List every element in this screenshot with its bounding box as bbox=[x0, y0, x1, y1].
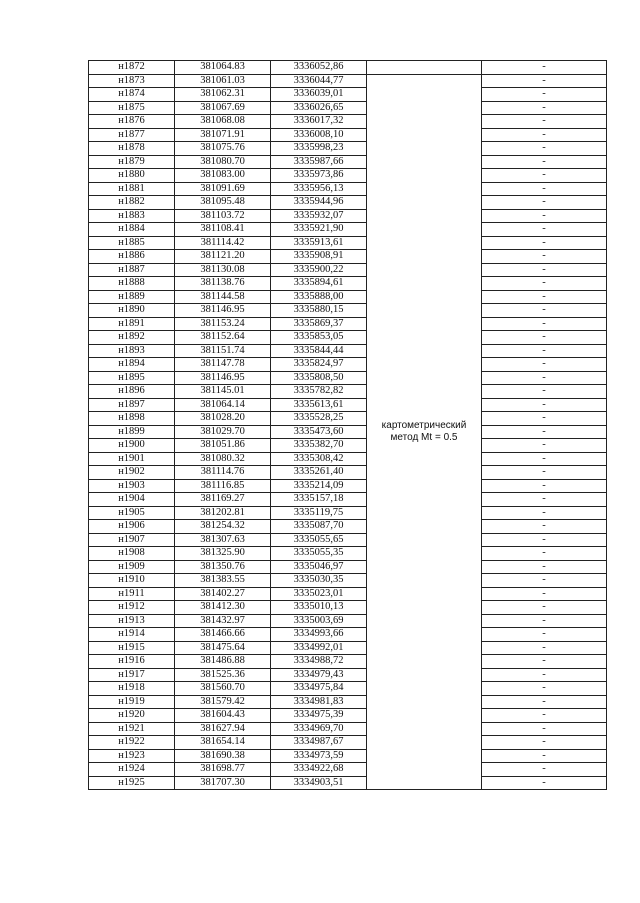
table-row bbox=[89, 371, 607, 385]
note-cell: - bbox=[482, 776, 607, 790]
note-cell: - bbox=[482, 182, 607, 196]
y-coordinate-cell: 3335808,50 bbox=[271, 371, 367, 385]
note-cell: - bbox=[482, 533, 607, 547]
table-row bbox=[89, 277, 607, 291]
x-coordinate-cell: 381071.91 bbox=[175, 128, 271, 142]
y-coordinate-cell: 3335214,09 bbox=[271, 479, 367, 493]
note-cell: - bbox=[482, 641, 607, 655]
y-coordinate-cell: 3334992,01 bbox=[271, 641, 367, 655]
point-name-cell: н1914 bbox=[89, 628, 175, 642]
y-coordinate-cell: 3335824,97 bbox=[271, 358, 367, 372]
y-coordinate-cell: 3335613,61 bbox=[271, 398, 367, 412]
note-cell: - bbox=[482, 722, 607, 736]
point-name-cell: н1878 bbox=[89, 142, 175, 156]
table-row bbox=[89, 290, 607, 304]
note-cell: - bbox=[482, 587, 607, 601]
point-name-cell: н1898 bbox=[89, 412, 175, 426]
x-coordinate-cell: 381095.48 bbox=[175, 196, 271, 210]
table-row bbox=[89, 263, 607, 277]
table-row bbox=[89, 709, 607, 723]
table-row bbox=[89, 479, 607, 493]
x-coordinate-cell: 381116.85 bbox=[175, 479, 271, 493]
x-coordinate-cell: 381103.72 bbox=[175, 209, 271, 223]
note-cell: - bbox=[482, 142, 607, 156]
y-coordinate-cell: 3336026,65 bbox=[271, 101, 367, 115]
y-coordinate-cell: 3335944,96 bbox=[271, 196, 367, 210]
point-name-cell: н1893 bbox=[89, 344, 175, 358]
point-name-cell: н1912 bbox=[89, 601, 175, 615]
y-coordinate-cell: 3335087,70 bbox=[271, 520, 367, 534]
x-coordinate-cell: 381350.76 bbox=[175, 560, 271, 574]
x-coordinate-cell: 381475.64 bbox=[175, 641, 271, 655]
y-coordinate-cell: 3335030,35 bbox=[271, 574, 367, 588]
x-coordinate-cell: 381067.69 bbox=[175, 101, 271, 115]
note-cell: - bbox=[482, 628, 607, 642]
note-cell: - bbox=[482, 344, 607, 358]
y-coordinate-cell: 3335055,65 bbox=[271, 533, 367, 547]
table-row bbox=[89, 331, 607, 345]
table-row bbox=[89, 452, 607, 466]
point-name-cell: н1917 bbox=[89, 668, 175, 682]
table-row bbox=[89, 668, 607, 682]
x-coordinate-cell: 381144.58 bbox=[175, 290, 271, 304]
point-name-cell: н1902 bbox=[89, 466, 175, 480]
table-row bbox=[89, 169, 607, 183]
note-cell: - bbox=[482, 101, 607, 115]
table-row bbox=[89, 182, 607, 196]
coordinates-table bbox=[88, 60, 607, 790]
y-coordinate-cell: 3335055,35 bbox=[271, 547, 367, 561]
y-coordinate-cell: 3335908,91 bbox=[271, 250, 367, 264]
x-coordinate-cell: 381080.32 bbox=[175, 452, 271, 466]
point-name-cell: н1900 bbox=[89, 439, 175, 453]
y-coordinate-cell: 3335869,37 bbox=[271, 317, 367, 331]
x-coordinate-cell: 381108.41 bbox=[175, 223, 271, 237]
point-name-cell: н1901 bbox=[89, 452, 175, 466]
method-cell: картометрический метод Mt = 0.5 bbox=[367, 74, 482, 790]
note-cell: - bbox=[482, 115, 607, 129]
x-coordinate-cell: 381525.36 bbox=[175, 668, 271, 682]
point-name-cell: н1876 bbox=[89, 115, 175, 129]
point-name-cell: н1913 bbox=[89, 614, 175, 628]
note-cell: - bbox=[482, 358, 607, 372]
note-cell: - bbox=[482, 61, 607, 75]
y-coordinate-cell: 3336039,01 bbox=[271, 88, 367, 102]
note-cell: - bbox=[482, 574, 607, 588]
note-cell: - bbox=[482, 304, 607, 318]
note-cell: - bbox=[482, 763, 607, 777]
table-row bbox=[89, 155, 607, 169]
table-row bbox=[89, 695, 607, 709]
table-row bbox=[89, 520, 607, 534]
x-coordinate-cell: 381254.32 bbox=[175, 520, 271, 534]
table-row bbox=[89, 196, 607, 210]
point-name-cell: н1886 bbox=[89, 250, 175, 264]
x-coordinate-cell: 381486.88 bbox=[175, 655, 271, 669]
table-row bbox=[89, 115, 607, 129]
table-row bbox=[89, 493, 607, 507]
x-coordinate-cell: 381412.30 bbox=[175, 601, 271, 615]
y-coordinate-cell: 3334993,66 bbox=[271, 628, 367, 642]
note-cell: - bbox=[482, 547, 607, 561]
y-coordinate-cell: 3334975,39 bbox=[271, 709, 367, 723]
table-row bbox=[89, 385, 607, 399]
point-name-cell: н1885 bbox=[89, 236, 175, 250]
point-name-cell: н1923 bbox=[89, 749, 175, 763]
x-coordinate-cell: 381114.76 bbox=[175, 466, 271, 480]
point-name-cell: н1909 bbox=[89, 560, 175, 574]
table-row bbox=[89, 655, 607, 669]
table-row bbox=[89, 587, 607, 601]
table-row bbox=[89, 763, 607, 777]
table-row bbox=[89, 776, 607, 790]
x-coordinate-cell: 381064.14 bbox=[175, 398, 271, 412]
y-coordinate-cell: 3336052,86 bbox=[271, 61, 367, 75]
y-coordinate-cell: 3336017,32 bbox=[271, 115, 367, 129]
x-coordinate-cell: 381051.86 bbox=[175, 439, 271, 453]
note-cell: - bbox=[482, 290, 607, 304]
note-cell: - bbox=[482, 736, 607, 750]
table-row bbox=[89, 209, 607, 223]
table-row bbox=[89, 466, 607, 480]
point-name-cell: н1889 bbox=[89, 290, 175, 304]
x-coordinate-cell: 381080.70 bbox=[175, 155, 271, 169]
x-coordinate-cell: 381169.27 bbox=[175, 493, 271, 507]
table-row bbox=[89, 317, 607, 331]
coordinates-table-body bbox=[89, 61, 607, 790]
y-coordinate-cell: 3335888,00 bbox=[271, 290, 367, 304]
note-cell: - bbox=[482, 223, 607, 237]
y-coordinate-cell: 3335046,97 bbox=[271, 560, 367, 574]
x-coordinate-cell: 381432.97 bbox=[175, 614, 271, 628]
x-coordinate-cell: 381147.78 bbox=[175, 358, 271, 372]
x-coordinate-cell: 381307.63 bbox=[175, 533, 271, 547]
x-coordinate-cell: 381075.76 bbox=[175, 142, 271, 156]
y-coordinate-cell: 3334975,84 bbox=[271, 682, 367, 696]
point-name-cell: н1908 bbox=[89, 547, 175, 561]
note-cell: - bbox=[482, 196, 607, 210]
table-row bbox=[89, 749, 607, 763]
y-coordinate-cell: 3335010,13 bbox=[271, 601, 367, 615]
note-cell: - bbox=[482, 614, 607, 628]
y-coordinate-cell: 3335932,07 bbox=[271, 209, 367, 223]
note-cell: - bbox=[482, 506, 607, 520]
y-coordinate-cell: 3335900,22 bbox=[271, 263, 367, 277]
y-coordinate-cell: 3334979,43 bbox=[271, 668, 367, 682]
point-name-cell: н1894 bbox=[89, 358, 175, 372]
y-coordinate-cell: 3335921,90 bbox=[271, 223, 367, 237]
point-name-cell: н1877 bbox=[89, 128, 175, 142]
y-coordinate-cell: 3335473,60 bbox=[271, 425, 367, 439]
x-coordinate-cell: 381061.03 bbox=[175, 74, 271, 88]
note-cell: - bbox=[482, 88, 607, 102]
note-cell: - bbox=[482, 479, 607, 493]
table-row bbox=[89, 304, 607, 318]
x-coordinate-cell: 381121.20 bbox=[175, 250, 271, 264]
note-cell: - bbox=[482, 668, 607, 682]
note-cell: - bbox=[482, 331, 607, 345]
table-row bbox=[89, 547, 607, 561]
point-name-cell: н1924 bbox=[89, 763, 175, 777]
note-cell: - bbox=[482, 155, 607, 169]
note-cell: - bbox=[482, 277, 607, 291]
note-cell: - bbox=[482, 169, 607, 183]
point-name-cell: н1907 bbox=[89, 533, 175, 547]
x-coordinate-cell: 381068.08 bbox=[175, 115, 271, 129]
point-name-cell: н1874 bbox=[89, 88, 175, 102]
x-coordinate-cell: 381091.69 bbox=[175, 182, 271, 196]
point-name-cell: н1904 bbox=[89, 493, 175, 507]
note-cell: - bbox=[482, 425, 607, 439]
note-cell: - bbox=[482, 385, 607, 399]
point-name-cell: н1910 bbox=[89, 574, 175, 588]
table-row bbox=[89, 614, 607, 628]
table-row bbox=[89, 358, 607, 372]
note-cell: - bbox=[482, 439, 607, 453]
table-row bbox=[89, 682, 607, 696]
table-row bbox=[89, 142, 607, 156]
x-coordinate-cell: 381707.30 bbox=[175, 776, 271, 790]
table-row bbox=[89, 88, 607, 102]
point-name-cell: н1881 bbox=[89, 182, 175, 196]
table-row bbox=[89, 628, 607, 642]
point-name-cell: н1919 bbox=[89, 695, 175, 709]
note-cell: - bbox=[482, 209, 607, 223]
point-name-cell: н1920 bbox=[89, 709, 175, 723]
y-coordinate-cell: 3334987,67 bbox=[271, 736, 367, 750]
table-row bbox=[89, 236, 607, 250]
point-name-cell: н1882 bbox=[89, 196, 175, 210]
note-cell: - bbox=[482, 263, 607, 277]
point-name-cell: н1922 bbox=[89, 736, 175, 750]
y-coordinate-cell: 3335894,61 bbox=[271, 277, 367, 291]
point-name-cell: н1884 bbox=[89, 223, 175, 237]
x-coordinate-cell: 381146.95 bbox=[175, 304, 271, 318]
note-cell: - bbox=[482, 655, 607, 669]
note-cell: - bbox=[482, 317, 607, 331]
y-coordinate-cell: 3336044,77 bbox=[271, 74, 367, 88]
y-coordinate-cell: 3334922,68 bbox=[271, 763, 367, 777]
x-coordinate-cell: 381064.83 bbox=[175, 61, 271, 75]
point-name-cell: н1873 bbox=[89, 74, 175, 88]
y-coordinate-cell: 3335987,66 bbox=[271, 155, 367, 169]
y-coordinate-cell: 3335853,05 bbox=[271, 331, 367, 345]
x-coordinate-cell: 381202.81 bbox=[175, 506, 271, 520]
y-coordinate-cell: 3334981,83 bbox=[271, 695, 367, 709]
note-cell: - bbox=[482, 682, 607, 696]
x-coordinate-cell: 381138.76 bbox=[175, 277, 271, 291]
point-name-cell: н1891 bbox=[89, 317, 175, 331]
table-row bbox=[89, 74, 607, 88]
note-cell: - bbox=[482, 466, 607, 480]
note-cell: - bbox=[482, 493, 607, 507]
y-coordinate-cell: 3334988,72 bbox=[271, 655, 367, 669]
note-cell: - bbox=[482, 398, 607, 412]
x-coordinate-cell: 381627.94 bbox=[175, 722, 271, 736]
x-coordinate-cell: 381654.14 bbox=[175, 736, 271, 750]
point-name-cell: н1892 bbox=[89, 331, 175, 345]
y-coordinate-cell: 3335023,01 bbox=[271, 587, 367, 601]
note-cell: - bbox=[482, 128, 607, 142]
point-name-cell: н1895 bbox=[89, 371, 175, 385]
point-name-cell: н1906 bbox=[89, 520, 175, 534]
point-name-cell: н1911 bbox=[89, 587, 175, 601]
point-name-cell: н1905 bbox=[89, 506, 175, 520]
x-coordinate-cell: 381153.24 bbox=[175, 317, 271, 331]
table-row bbox=[89, 412, 607, 426]
point-name-cell: н1879 bbox=[89, 155, 175, 169]
table-row bbox=[89, 736, 607, 750]
y-coordinate-cell: 3334969,70 bbox=[271, 722, 367, 736]
x-coordinate-cell: 381151.74 bbox=[175, 344, 271, 358]
point-name-cell: н1921 bbox=[89, 722, 175, 736]
x-coordinate-cell: 381560.70 bbox=[175, 682, 271, 696]
x-coordinate-cell: 381604.43 bbox=[175, 709, 271, 723]
point-name-cell: н1896 bbox=[89, 385, 175, 399]
point-name-cell: н1888 bbox=[89, 277, 175, 291]
x-coordinate-cell: 381130.08 bbox=[175, 263, 271, 277]
y-coordinate-cell: 3335003,69 bbox=[271, 614, 367, 628]
y-coordinate-cell: 3335973,86 bbox=[271, 169, 367, 183]
y-coordinate-cell: 3335844,44 bbox=[271, 344, 367, 358]
table-row bbox=[89, 560, 607, 574]
table-row bbox=[89, 506, 607, 520]
point-name-cell: н1887 bbox=[89, 263, 175, 277]
note-cell: - bbox=[482, 412, 607, 426]
note-cell: - bbox=[482, 371, 607, 385]
note-cell: - bbox=[482, 749, 607, 763]
y-coordinate-cell: 3335782,82 bbox=[271, 385, 367, 399]
point-name-cell: н1899 bbox=[89, 425, 175, 439]
table-row bbox=[89, 101, 607, 115]
y-coordinate-cell: 3335308,42 bbox=[271, 452, 367, 466]
table-row bbox=[89, 128, 607, 142]
method-cell-empty bbox=[367, 61, 482, 75]
x-coordinate-cell: 381690.38 bbox=[175, 749, 271, 763]
table-row bbox=[89, 641, 607, 655]
x-coordinate-cell: 381466.66 bbox=[175, 628, 271, 642]
x-coordinate-cell: 381062.31 bbox=[175, 88, 271, 102]
point-name-cell: н1915 bbox=[89, 641, 175, 655]
point-name-cell: н1883 bbox=[89, 209, 175, 223]
x-coordinate-cell: 381579.42 bbox=[175, 695, 271, 709]
point-name-cell: н1872 bbox=[89, 61, 175, 75]
x-coordinate-cell: 381383.55 bbox=[175, 574, 271, 588]
x-coordinate-cell: 381083.00 bbox=[175, 169, 271, 183]
x-coordinate-cell: 381402.27 bbox=[175, 587, 271, 601]
note-cell: - bbox=[482, 695, 607, 709]
y-coordinate-cell: 3335880,15 bbox=[271, 304, 367, 318]
note-cell: - bbox=[482, 250, 607, 264]
point-name-cell: н1918 bbox=[89, 682, 175, 696]
y-coordinate-cell: 3335261,40 bbox=[271, 466, 367, 480]
x-coordinate-cell: 381146.95 bbox=[175, 371, 271, 385]
point-name-cell: н1880 bbox=[89, 169, 175, 183]
table-row bbox=[89, 574, 607, 588]
y-coordinate-cell: 3336008,10 bbox=[271, 128, 367, 142]
y-coordinate-cell: 3334973,59 bbox=[271, 749, 367, 763]
x-coordinate-cell: 381325.90 bbox=[175, 547, 271, 561]
point-name-cell: н1897 bbox=[89, 398, 175, 412]
y-coordinate-cell: 3335956,13 bbox=[271, 182, 367, 196]
table-row bbox=[89, 344, 607, 358]
note-cell: - bbox=[482, 74, 607, 88]
table-row bbox=[89, 722, 607, 736]
note-cell: - bbox=[482, 520, 607, 534]
x-coordinate-cell: 381114.42 bbox=[175, 236, 271, 250]
y-coordinate-cell: 3335998,23 bbox=[271, 142, 367, 156]
y-coordinate-cell: 3335528,25 bbox=[271, 412, 367, 426]
table-row bbox=[89, 61, 607, 75]
x-coordinate-cell: 381145.01 bbox=[175, 385, 271, 399]
table-row bbox=[89, 250, 607, 264]
x-coordinate-cell: 381698.77 bbox=[175, 763, 271, 777]
point-name-cell: н1925 bbox=[89, 776, 175, 790]
y-coordinate-cell: 3335913,61 bbox=[271, 236, 367, 250]
note-cell: - bbox=[482, 236, 607, 250]
note-cell: - bbox=[482, 452, 607, 466]
x-coordinate-cell: 381028.20 bbox=[175, 412, 271, 426]
table-row bbox=[89, 533, 607, 547]
table-row bbox=[89, 439, 607, 453]
note-cell: - bbox=[482, 601, 607, 615]
table-row bbox=[89, 425, 607, 439]
y-coordinate-cell: 3334903,51 bbox=[271, 776, 367, 790]
point-name-cell: н1875 bbox=[89, 101, 175, 115]
y-coordinate-cell: 3335119,75 bbox=[271, 506, 367, 520]
x-coordinate-cell: 381029.70 bbox=[175, 425, 271, 439]
x-coordinate-cell: 381152.64 bbox=[175, 331, 271, 345]
point-name-cell: н1890 bbox=[89, 304, 175, 318]
table-row bbox=[89, 601, 607, 615]
table-row bbox=[89, 398, 607, 412]
note-cell: - bbox=[482, 560, 607, 574]
table-row bbox=[89, 223, 607, 237]
point-name-cell: н1916 bbox=[89, 655, 175, 669]
point-name-cell: н1903 bbox=[89, 479, 175, 493]
y-coordinate-cell: 3335157,18 bbox=[271, 493, 367, 507]
y-coordinate-cell: 3335382,70 bbox=[271, 439, 367, 453]
note-cell: - bbox=[482, 709, 607, 723]
